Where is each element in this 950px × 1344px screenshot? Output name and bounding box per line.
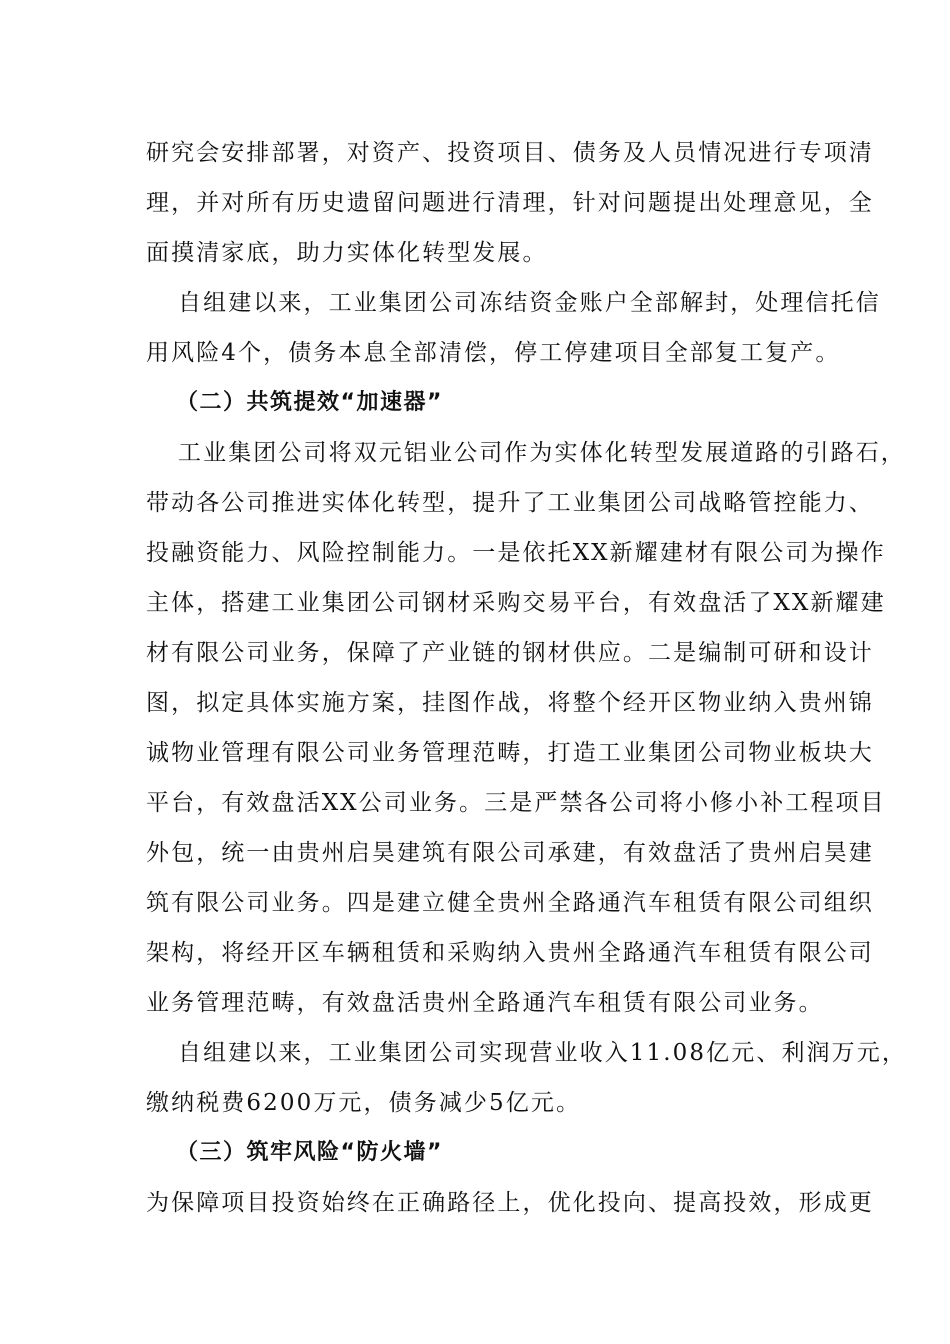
- paragraph-line: 主体，搭建工业集团公司钢材采购交易平台，有效盘活了XX新耀建: [146, 590, 886, 616]
- paragraph-line: 诚物业管理有限公司业务管理范畴，打造工业集团公司物业板块大: [146, 740, 874, 766]
- section-heading: （二）共筑提效“加速器”: [176, 390, 443, 415]
- paragraph-line: 用风险4个，债务本息全部清偿，停工停建项目全部复工复产。: [146, 340, 841, 366]
- paragraph-line: 研究会安排部署，对资产、投资项目、债务及人员情况进行专项清: [146, 140, 874, 166]
- paragraph-line: 外包，统一由贵州启昊建筑有限公司承建，有效盘活了贵州启昊建: [146, 840, 874, 866]
- paragraph-line: 为保障项目投资始终在正确路径上，优化投向、提高投效，形成更: [146, 1190, 874, 1216]
- paragraph-line: 架构，将经开区车辆租赁和采购纳入贵州全路通汽车租赁有限公司: [146, 940, 874, 966]
- paragraph-line: 材有限公司业务，保障了产业链的钢材供应。二是编制可研和设计: [146, 640, 874, 666]
- paragraph-line: 筑有限公司业务。四是建立健全贵州全路通汽车租赁有限公司组织: [146, 890, 874, 916]
- paragraph-line: 平台，有效盘活XX公司业务。三是严禁各公司将小修小补工程项目: [146, 790, 886, 816]
- paragraph-line: 面摸清家底，助力实体化转型发展。: [146, 240, 548, 266]
- paragraph-line: 投融资能力、风险控制能力。一是依托XX新耀建材有限公司为操作: [146, 540, 886, 566]
- paragraph-line: 业务管理范畴，有效盘活贵州全路通汽车租赁有限公司业务。: [146, 990, 824, 1016]
- paragraph-line: 带动各公司推进实体化转型，提升了工业集团公司战略管控能力、: [146, 490, 874, 516]
- section-heading: （三）筑牢风险“防火墙”: [176, 1140, 443, 1165]
- paragraph-line: 工业集团公司将双元铝业公司作为实体化转型发展道路的引路石，: [178, 440, 906, 466]
- paragraph-line: 自组建以来，工业集团公司实现营业收入11.08亿元、利润万元，: [178, 1040, 907, 1066]
- paragraph-line: 理，并对所有历史遗留问题进行清理，针对问题提出处理意见，全: [146, 190, 874, 216]
- paragraph-line: 图，拟定具体实施方案，挂图作战，将整个经开区物业纳入贵州锦: [146, 690, 874, 716]
- paragraph-line: 自组建以来，工业集团公司冻结资金账户全部解封，处理信托信: [178, 290, 881, 316]
- paragraph-line: 缴纳税费6200万元，债务减少5亿元。: [146, 1090, 582, 1116]
